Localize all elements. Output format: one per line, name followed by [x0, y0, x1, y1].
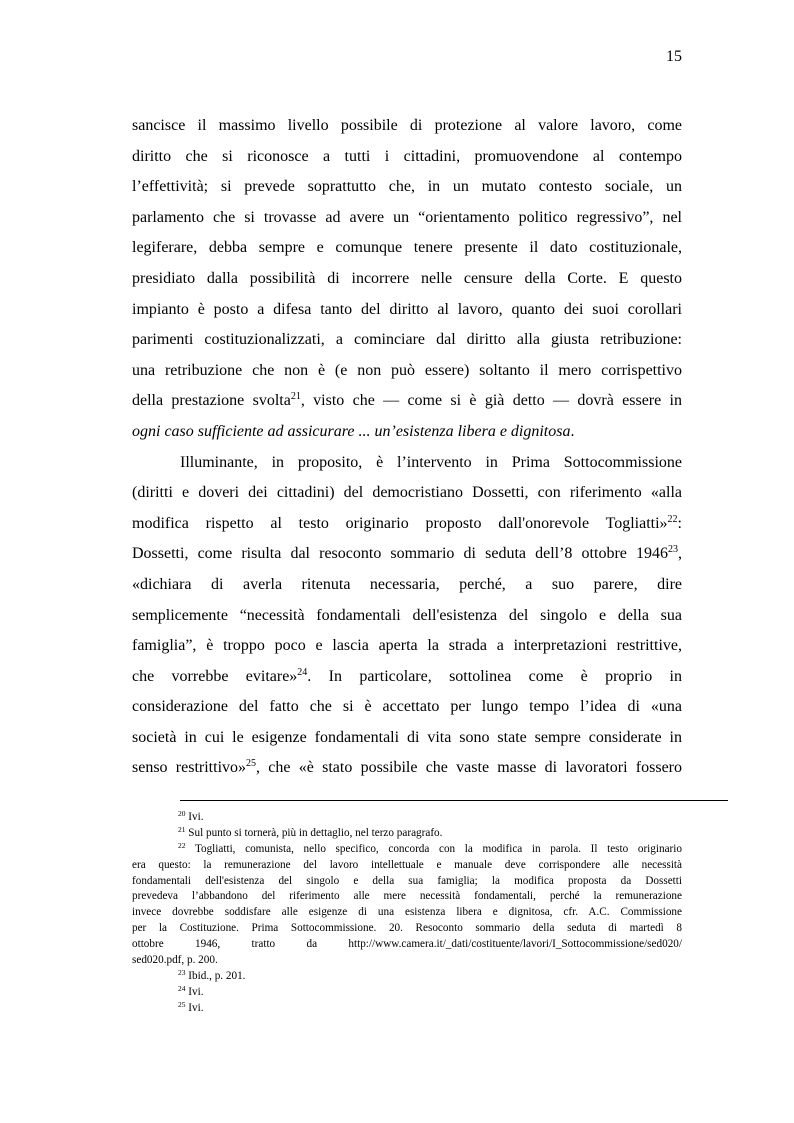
- body-line: parlamento che si trovasse ad avere un “orientamento politico regressivo”, nel: [132, 208, 682, 226]
- footnote-text: Sul punto si tornerà, più in dettaglio, nel terzo paragrafo.: [188, 826, 443, 839]
- footnote-ref-23[interactable]: 23: [668, 544, 678, 556]
- paragraph-start-line: Illuminante, in proposito, è l’intervento in Prima Sottocommissione: [180, 453, 682, 471]
- footnote-23: [132, 969, 682, 985]
- body-line: semplicemente “necessità fondamentali dell'esistenza del singolo e della sua: [132, 606, 682, 624]
- page-number: 15: [666, 48, 682, 65]
- footnotes: [132, 810, 682, 1017]
- body-text-run: senso restrittivo»: [132, 759, 247, 777]
- footnote-21: [132, 826, 682, 842]
- body-line: [132, 539, 682, 570]
- footnote-text: Togliatti, comunista, nello specifico, concorda con la modifica in parola. Il testo originario: [194, 842, 682, 855]
- footnote-number: 20: [178, 809, 186, 818]
- footnote-ref-21[interactable]: 21: [290, 391, 301, 403]
- footnote-text: Ivi.: [188, 1001, 204, 1014]
- body-text-run: , visto che — come si è già detto — dovrà essere in: [300, 392, 682, 410]
- body-line: [132, 662, 682, 693]
- footnote-25: [132, 1001, 682, 1017]
- body-text-run: modifica rispetto al testo originario proposto dall'onorevole Togliatti»: [132, 514, 668, 532]
- body-line: considerazione del fatto che si è accettato per lungo tempo l’idea di «una: [132, 698, 682, 716]
- footnote-number: 23: [178, 967, 186, 977]
- footnote-22-line: era questo: la remunerazione del lavoro intellettuale e manuale deve corrispondere alle necessità: [132, 858, 682, 871]
- italic-quote: ogni caso sufficiente ad assicurare ... un’esistenza libera e dignitosa: [132, 422, 571, 440]
- body-text-run: Dossetti, come risulta dal resoconto sommario di seduta dell’8 ottobre 1946: [132, 545, 668, 563]
- body-line: legiferare, debba sempre e comunque tenere presente il dato costituzionale,: [132, 239, 682, 257]
- body-text-run: della prestazione svolta: [132, 392, 291, 410]
- footnote-22-line: ottobre 1946, tratto da http://www.camera.it/_dati/costituente/lavori/I_Sottocommissione/sed020/: [132, 938, 682, 951]
- body-line: famiglia”, è troppo poco e lascia aperta la strada a interpretazioni restrittive,: [132, 637, 682, 655]
- body-line: parimenti costituzionalizzati, a cominciare dal diritto alla giusta retribuzione:: [132, 331, 682, 349]
- body-text-run: .: [570, 422, 575, 440]
- body-text-run: , che «è stato possibile che vaste masse di lavoratori fossero: [256, 759, 683, 777]
- body-text-run: . In particolare, sottolinea come è proprio in: [307, 667, 682, 685]
- body-line: [132, 509, 682, 540]
- body-line: presidiato dalla possibilità di incorrere nelle censure della Corte. E questo: [132, 269, 682, 287]
- footnote-number: 24: [178, 983, 186, 993]
- body-line: diritto che si riconosce a tutti i cittadini, promuovendone al contempo: [132, 147, 682, 165]
- footnote-22-line: prevedeva l’abbandono del riferimento alle mere necessità fondamentali, perché la remunerazione: [132, 890, 682, 903]
- body-line: società in cui le esigenze fondamentali di vita sono state sempre considerate in: [132, 728, 682, 746]
- body-text-run: :: [677, 514, 682, 532]
- footnote-divider: [180, 800, 728, 801]
- footnote-text: Ivi.: [188, 811, 204, 823]
- footnote-number: 22: [178, 840, 186, 850]
- body-line: [132, 417, 682, 448]
- footnote-20: [132, 810, 682, 826]
- body-line: impianto è posto a difesa tanto del diritto al lavoro, quanto dei suoi corollari: [132, 300, 682, 318]
- body-line: (diritti e doveri dei cittadini) del democristiano Dossetti, con riferimento «alla: [132, 484, 682, 502]
- footnote-number: 21: [178, 824, 186, 834]
- footnote-22-line: fondamentali dell'esistenza del singolo e della sua famiglia; la modifica proposta da Dossetti: [132, 874, 682, 887]
- footnote-22-line: invece dovrebbe soddisfare alle esigenze di una esistenza libera e dignitosa, cfr. A.C. Commissione: [132, 906, 682, 919]
- body-text-run: che vorrebbe evitare»: [132, 667, 298, 685]
- body-text-run: ,: [678, 545, 682, 563]
- body-line: l’effettività; si prevede soprattutto che, in un mutato contesto sociale, un: [132, 178, 682, 196]
- footnote-22: [132, 842, 682, 858]
- body-line: [132, 753, 682, 784]
- body-text: [132, 111, 682, 784]
- footnote-ref-24[interactable]: 24: [297, 666, 308, 678]
- body-line: [132, 386, 682, 417]
- body-line: «dichiara di averla ritenuta necessaria, perché, a suo parere, dire: [132, 575, 682, 593]
- body-line: sancisce il massimo livello possibile di protezione al valore lavoro, come: [132, 117, 682, 134]
- body-line: una retribuzione che non è (e non può essere) soltanto il mero corrispettivo: [132, 361, 682, 379]
- footnote-ref-25[interactable]: 25: [246, 758, 257, 770]
- footnote-24: [132, 985, 682, 1001]
- footnote-22-line: sed020.pdf, p. 200.: [132, 954, 218, 967]
- footnote-22-line: per la Costituzione. Prima Sottocommissione. 20. Resoconto sommario della seduta di martedì 8: [132, 922, 682, 935]
- footnote-text: Ibid., p. 201.: [188, 969, 246, 982]
- footnote-ref-22[interactable]: 22: [667, 513, 678, 525]
- footnote-text: Ivi.: [188, 985, 204, 998]
- footnote-number: 25: [178, 999, 186, 1009]
